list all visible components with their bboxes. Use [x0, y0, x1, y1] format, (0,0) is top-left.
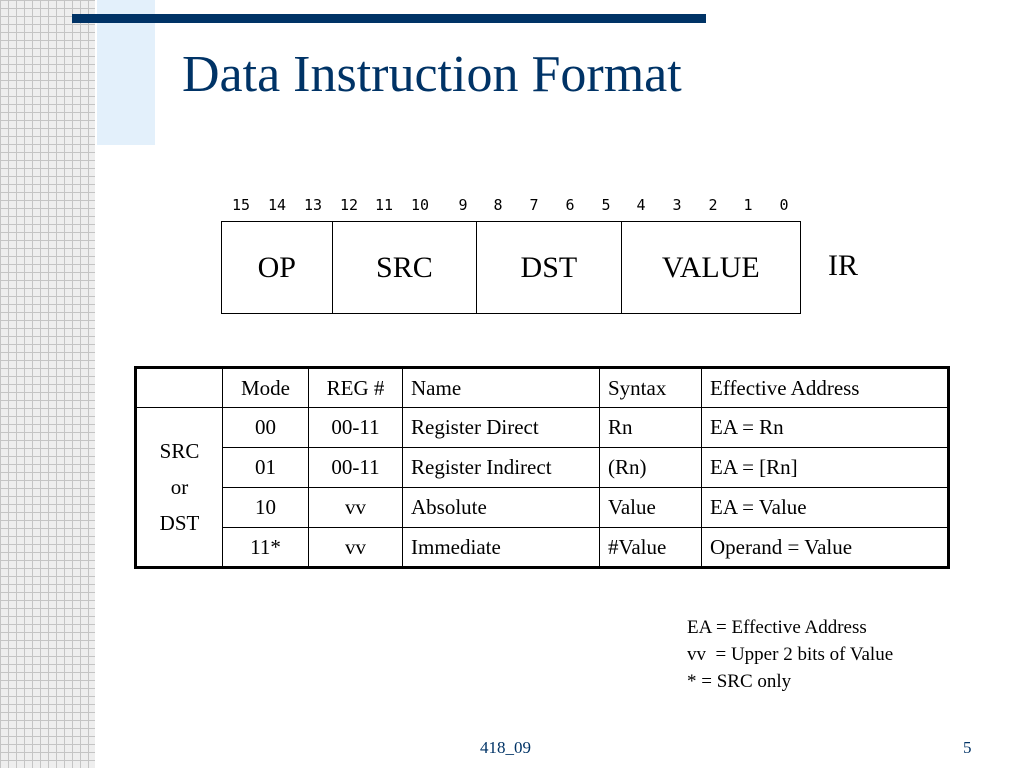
- bit-number: 3: [672, 196, 682, 214]
- name-cell: Immediate: [403, 528, 600, 568]
- table-row: [136, 408, 949, 448]
- legend-line: * = SRC only: [687, 671, 792, 692]
- table-header-row: [136, 368, 949, 408]
- reg-cell: 00-11: [309, 448, 403, 488]
- header-cell: Mode: [223, 368, 309, 408]
- field-op: OP: [222, 222, 333, 313]
- bit-number: 2: [708, 196, 718, 214]
- ea-cell: EA = Rn: [702, 408, 949, 448]
- syntax-cell: Value: [600, 488, 702, 528]
- group-label-line: SRC: [159, 439, 200, 463]
- bit-number: 11: [374, 196, 394, 214]
- header-cell: Syntax: [600, 368, 702, 408]
- bit-number: 14: [267, 196, 287, 214]
- bit-number: 15: [231, 196, 251, 214]
- name-cell: Register Indirect: [403, 448, 600, 488]
- bit-number: 0: [779, 196, 789, 214]
- group-label-line: DST: [159, 511, 200, 535]
- bit-number: 6: [565, 196, 575, 214]
- register-label: IR: [828, 249, 858, 282]
- header-cell: Effective Address: [702, 368, 949, 408]
- table-row: [136, 528, 949, 568]
- ea-cell: EA = [Rn]: [702, 448, 949, 488]
- table-row: [136, 448, 949, 488]
- legend-line: vv = Upper 2 bits of Value: [687, 644, 894, 665]
- bit-number: 8: [493, 196, 503, 214]
- name-cell: Absolute: [403, 488, 600, 528]
- bit-number: 7: [529, 196, 539, 214]
- mode-cell: 00: [223, 408, 309, 448]
- instruction-register: [221, 221, 801, 314]
- bit-number: 4: [636, 196, 646, 214]
- bit-number: 5: [601, 196, 611, 214]
- operand-group-cell: [136, 408, 223, 568]
- bit-number: 12: [339, 196, 359, 214]
- legend-line: EA = Effective Address: [687, 617, 867, 638]
- syntax-cell: #Value: [600, 528, 702, 568]
- footer-course-code: 418_09: [480, 738, 531, 757]
- header-cell: REG #: [309, 368, 403, 408]
- reg-cell: vv: [309, 528, 403, 568]
- mode-cell: 10: [223, 488, 309, 528]
- field-dst: DST: [477, 222, 622, 313]
- reg-cell: vv: [309, 488, 403, 528]
- ea-cell: EA = Value: [702, 488, 949, 528]
- field-src: SRC: [333, 222, 478, 313]
- field-value: VALUE: [661, 250, 760, 284]
- header-cell: Name: [403, 368, 600, 408]
- syntax-cell: Rn: [600, 408, 702, 448]
- bit-number: 9: [458, 196, 468, 214]
- addressing-mode-table: [134, 366, 950, 569]
- ea-cell: Operand = Value: [702, 528, 949, 568]
- slide-number: 5: [963, 738, 972, 757]
- legend: [687, 614, 893, 695]
- reg-cell: 00-11: [309, 408, 403, 448]
- group-label-line: or: [170, 475, 189, 499]
- table-row: [136, 488, 949, 528]
- mode-cell: 11*: [223, 528, 309, 568]
- syntax-cell: (Rn): [600, 448, 702, 488]
- bit-number: 1: [743, 196, 753, 214]
- name-cell: Register Direct: [403, 408, 600, 448]
- bit-number: 10: [410, 196, 430, 214]
- header-cell: [136, 368, 223, 408]
- left-grid-decoration: [0, 0, 95, 768]
- slide-title: Data Instruction Format: [182, 46, 682, 103]
- mode-cell: 01: [223, 448, 309, 488]
- bit-number: 13: [303, 196, 323, 214]
- title-bar: [72, 14, 706, 23]
